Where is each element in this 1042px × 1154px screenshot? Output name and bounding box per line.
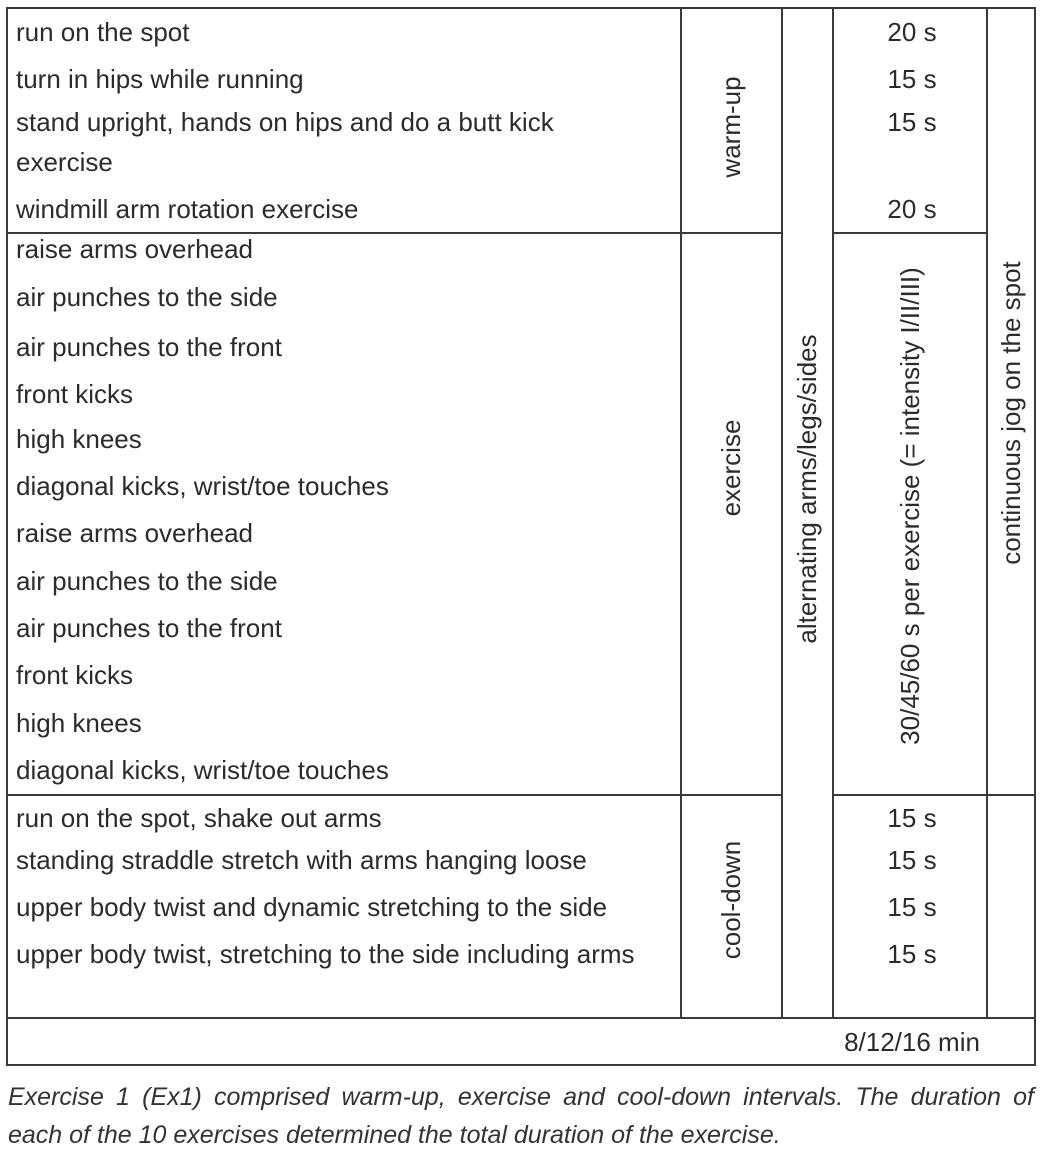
warmup-exercise-divider-right xyxy=(832,232,988,234)
exercise-row-5: high knees xyxy=(16,424,142,454)
exercise-duration-label: 30/45/60 s per exercise (= intensity I/II/III) xyxy=(895,267,925,745)
exercise-row-4: front kicks xyxy=(16,379,134,409)
warmup-duration-2: 15 s xyxy=(887,64,937,94)
phase-column-divider xyxy=(781,7,783,1019)
table-left-border xyxy=(6,7,8,1066)
cooldown-exercise-3: upper body twist and dynamic stretching to the side xyxy=(16,892,608,922)
warmup-duration-3: 15 s xyxy=(887,107,937,137)
warmup-exercise-3: stand upright, hands on hips and do a butt kick exercise xyxy=(16,107,554,177)
exercise-column-divider xyxy=(680,7,682,1019)
cooldown-duration-1: 15 s xyxy=(887,803,937,833)
figure-caption: Exercise 1 (Ex1) comprised warm-up, exercise and cool-down intervals. The duration of each of the 10 exercises determined the total duration of the exercise. xyxy=(8,1083,1034,1149)
cooldown-exercise-2: standing straddle stretch with arms hanging loose xyxy=(16,845,587,875)
exercise-row-6: diagonal kicks, wrist/toe touches xyxy=(16,471,389,501)
cooldown-duration-2: 15 s xyxy=(887,845,937,875)
warmup-duration-4: 20 s xyxy=(887,194,937,224)
exercise-phase-label: exercise xyxy=(716,419,746,517)
exercise-row-9: air punches to the front xyxy=(16,613,282,643)
cooldown-phase-label: cool-down xyxy=(716,840,746,960)
exercise-row-8: air punches to the side xyxy=(16,566,278,596)
exercise-cooldown-divider-right xyxy=(986,794,1036,796)
table-bottom-border xyxy=(6,1064,1036,1066)
exercise-row-2: air punches to the side xyxy=(16,282,278,312)
warmup-duration-1: 20 s xyxy=(887,17,937,47)
warmup-exercise-2: turn in hips while running xyxy=(16,64,304,94)
continuous-jog-label: continuous jog on the spot xyxy=(996,261,1026,565)
table-top-border xyxy=(6,7,1036,9)
table-total-row-border xyxy=(6,1017,1036,1019)
warmup-phase-label: warm-up xyxy=(716,76,746,178)
exercise-row-10: front kicks xyxy=(16,660,134,690)
exercise-row-3: air punches to the front xyxy=(16,332,282,362)
alternating-column-divider xyxy=(832,7,834,1019)
exercise-row-12: diagonal kicks, wrist/toe touches xyxy=(16,755,389,785)
alternating-label: alternating arms/legs/sides xyxy=(792,334,822,644)
exercise-row-7: raise arms overhead xyxy=(16,518,253,548)
exercise-row-11: high knees xyxy=(16,708,142,738)
warmup-exercise-4: windmill arm rotation exercise xyxy=(16,194,359,224)
exercise-cooldown-divider-left xyxy=(6,794,783,796)
exercise-cooldown-divider-mid xyxy=(832,794,988,796)
exercise-row-1: raise arms overhead xyxy=(16,234,253,264)
cooldown-duration-4: 15 s xyxy=(887,939,937,969)
warmup-exercise-1: run on the spot xyxy=(16,17,190,47)
total-duration: 8/12/16 min xyxy=(844,1027,980,1057)
cooldown-exercise-4: upper body twist, stretching to the side including arms xyxy=(16,939,635,969)
cooldown-exercise-1: run on the spot, shake out arms xyxy=(16,803,382,833)
cooldown-duration-3: 15 s xyxy=(887,892,937,922)
table-right-border xyxy=(1034,7,1036,1066)
